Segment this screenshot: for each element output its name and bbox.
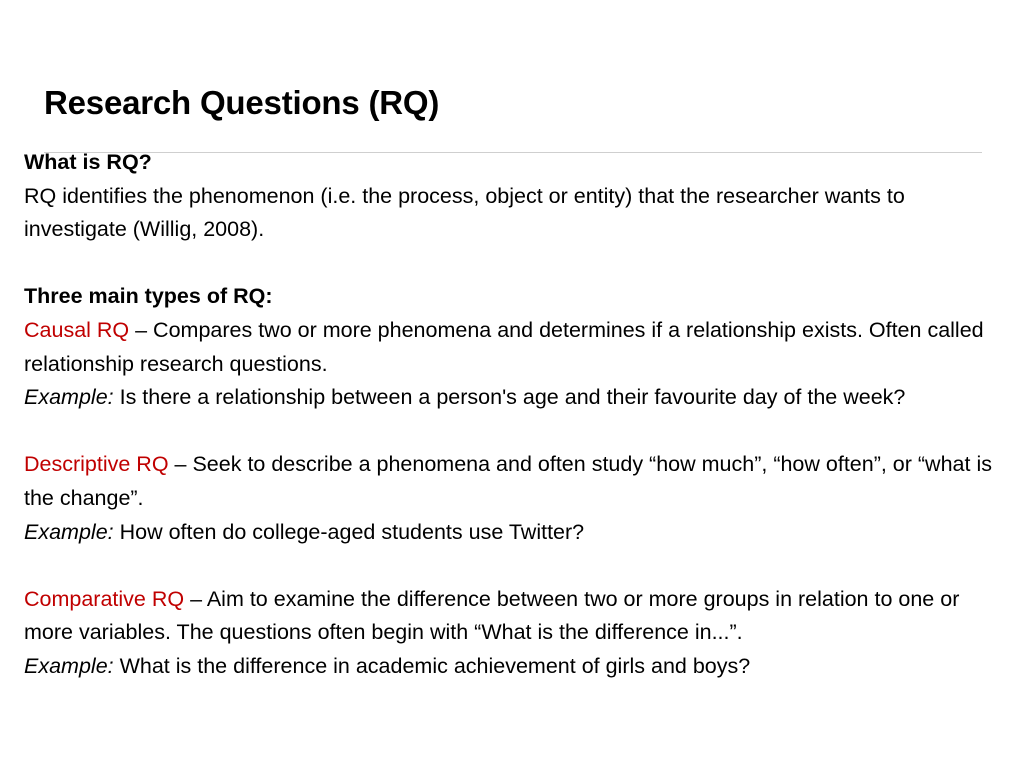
causal-rq-text: – Compares two or more phenomena and determines if a relationship exists. Often called relationship research questions. [24, 317, 984, 376]
intro-text: RQ identifies the phenomenon (i.e. the process, object or entity) that the researcher wants to investigate (Willig, 2008). [24, 183, 905, 242]
spacer [24, 549, 1009, 583]
comparative-rq-description [24, 583, 1009, 650]
descriptive-rq-example-text: How often do college-aged students use Twitter? [113, 519, 585, 544]
descriptive-rq-description [24, 448, 1009, 515]
causal-rq-term: Causal RQ [24, 317, 130, 342]
slide-body [24, 146, 1009, 684]
causal-rq-example [24, 381, 1009, 415]
spacer [24, 247, 1009, 281]
descriptive-rq-text: – Seek to describe a phenomena and often study “how much”, “how often”, or “what is the change”. [24, 452, 992, 510]
types-heading: Three main types of RQ: [24, 284, 273, 309]
comparative-rq-text: – Aim to examine the difference between two or more groups in relation to one or more variables. The questions often begin with “What is the difference in...”. [24, 586, 960, 645]
comparative-rq-example-text: What is the difference in academic achievement of girls and boys? [113, 653, 751, 678]
causal-rq-example-text: Is there a relationship between a person's age and their favourite day of the week? [113, 385, 906, 410]
intro-heading: What is RQ? [24, 150, 152, 174]
causal-rq-example-label: Example: [24, 385, 114, 410]
comparative-rq-example [24, 650, 1009, 684]
causal-rq-description [24, 314, 1009, 381]
descriptive-rq-term: Descriptive RQ [24, 452, 169, 477]
descriptive-rq-example [24, 516, 1009, 550]
comparative-rq-example-label: Example: [24, 653, 114, 678]
descriptive-rq-example-label: Example: [24, 519, 114, 544]
spacer [24, 415, 1009, 449]
comparative-rq-term: Comparative RQ [24, 586, 185, 611]
slide-title: Research Questions (RQ) [44, 84, 440, 121]
